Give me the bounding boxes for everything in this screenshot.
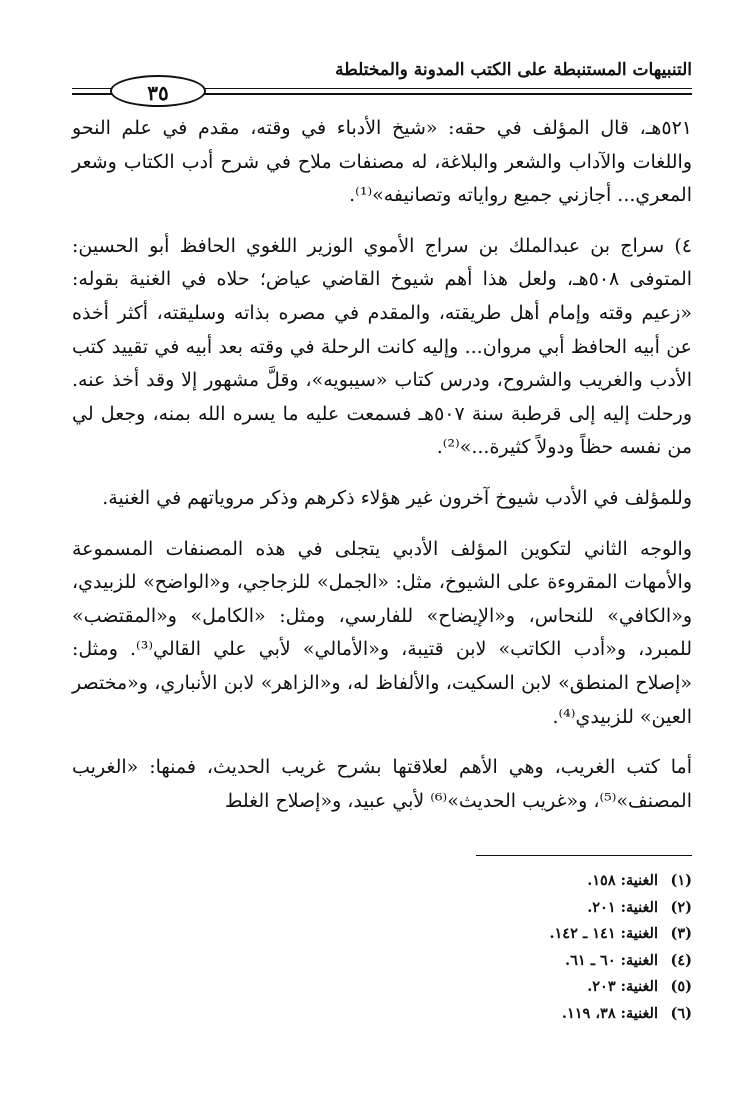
footnote-text: الغنية: ١٥٨.: [587, 872, 658, 889]
footnote: [392, 974, 692, 1001]
body-text: [72, 112, 692, 835]
footnote-text: الغنية: ٢٠٣.: [587, 978, 658, 995]
footnote-text: الغنية: ١٤١ ـ ١٤٢.: [549, 925, 658, 942]
footnote-number: (٥): [670, 978, 692, 995]
header-title: التنبيهات المستنبطة على الكتب المدونة والمختلطة: [335, 60, 692, 80]
footnote: [392, 1001, 692, 1028]
running-header: [72, 54, 692, 104]
footnote-text: الغنية: ٢٠١.: [587, 898, 658, 916]
footnote: [392, 868, 692, 895]
footnote-number: (٢): [670, 898, 692, 916]
paragraph: والوجه الثاني لتكوين المؤلف الأدبي يتجلى في هذه المصنفات المسموعة والأمهات المقروءة على الشيوخ، مثل: «الجمل» للزجاجي، و«الواضح» للزبيدي، و«الكافي» للنحاس، و«الإيضاح» للفارسي، ومثل: «الكامل» و«المقتضب» للمبرد، و«أدب الكاتب» لابن قتيبة، و«الأمالي» لأبي علي القالي⁽³⁾. ومثل: «إصلاح المنطق» لابن السكيت، والألفاظ له، و«الزاهر» لابن الأنباري، و«مختصر العين» للزبيدي⁽⁴⁾.: [72, 537, 692, 728]
footnote: [392, 895, 692, 922]
footnote-number: (٣): [670, 925, 692, 942]
paragraph: وللمؤلف في الأدب شيوخ آخرون غير هؤلاء ذكرهم وذكر مروياتهم في الغنية.: [102, 486, 692, 509]
footnote-text: الغنية: ٣٨، ١١٩.: [561, 1004, 658, 1022]
footnote-number: (٤): [670, 951, 692, 969]
paragraph: ٤) سراج بن عبدالملك بن سراج الأموي الوزير اللغوي الحافظ أبو الحسين: المتوفى ٥٠٨هـ، ولعل هذا أهم شيوخ القاضي عياض؛ حلاه في الغنية بقوله: «زعيم وقته وإمام أهل طريقته، والمقدم في مصره بذاته وسليقته، أكثر أخذه عن أبيه الحافظ أبي مروان... وإليه كانت الرحلة في وقته بعد أبيه في تقييد كتب الأدب والغريب والشروح، ودرس كتاب «سيبويه»، وقلَّ مشهور إلا وقد أخذ عنه. ورحلت إليه إلى قرطبة سنة ٥٠٧هـ فسمعت عليه ما يسره الله بمنه، وجعل لي من نفسه حظاً ودولاً كثيرة...»⁽²⁾.: [72, 234, 693, 459]
paragraph: ٥٢١هـ، قال المؤلف في حقه: «شيخ الأدباء في وقته، مقدم في علم النحو واللغات والآداب والشعر والبلاغة، له مصنفات ملاح في شرح أدب الكتاب وشعر المعري... أجازني جميع رواياته وتصانيفه»⁽¹⁾.: [72, 117, 692, 207]
footnote-text: الغنية: ٦٠ ـ ٦١.: [565, 951, 658, 969]
footnote: [392, 921, 692, 948]
footnote-number: (٦): [670, 1004, 692, 1022]
page-number-badge: ٣٥: [110, 75, 206, 107]
footnote: [392, 948, 692, 975]
footnote-separator: [476, 855, 692, 856]
footnotes: [392, 868, 692, 1027]
footnote-number: (١): [670, 872, 692, 889]
paragraph: أما كتب الغريب، وهي الأهم لعلاقتها بشرح غريب الحديث، فمنها: «الغريب المصنف»⁽⁵⁾، و«غريب الحديث»⁽⁶⁾ لأبي عبيد، و«إصلاح الغلط: [72, 756, 692, 812]
